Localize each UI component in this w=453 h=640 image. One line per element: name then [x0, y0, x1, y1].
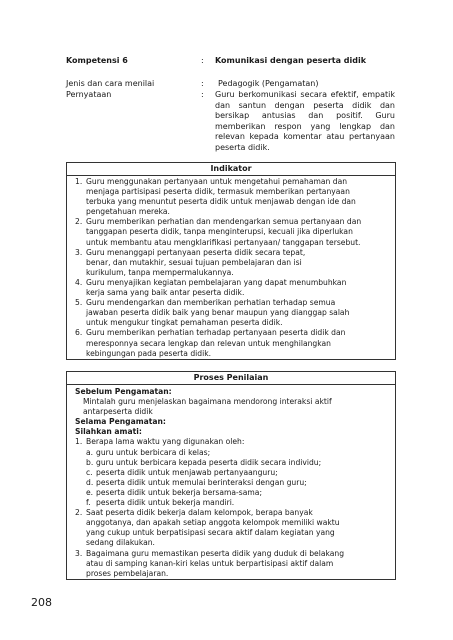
indikator-number: 3. [75, 247, 83, 257]
question-number: 1. [75, 437, 83, 447]
pernyataan-colon: : [201, 90, 204, 99]
question-number: 3. [75, 548, 83, 558]
sub-item [75, 498, 389, 508]
sebelum-line: antarpeserta didik [83, 407, 153, 417]
indikator-number: 1. [75, 177, 83, 186]
indikator-item [67, 177, 395, 217]
pernyataan-label: Pernyataan [66, 90, 112, 99]
indikator-number: 2. [75, 217, 83, 227]
question-line: anggotanya, dan apakah setiap anggota kelompok memiliki waktu [86, 518, 340, 528]
indikator-line: Guru memberikan perhatian terhadap pertanyaan peserta didik dan [86, 328, 346, 338]
indikator-title: Indikator [67, 163, 395, 176]
indikator-line: jawaban peserta didik baik yang benar maupun yang dianggap salah [86, 308, 350, 318]
silahkan-label: Silahkan amati: [75, 427, 142, 437]
pernyataan-line: Guru berkomunikasi secara efektif, empatik [215, 90, 395, 99]
question-line: yang cukup untuk berpatisipasi secara aktif dalam kegiatan yang [86, 528, 335, 538]
kompetensi-value: Komunikasi dengan peserta didik [215, 56, 367, 65]
question-line: Saat peserta didik bekerja dalam kelompok, berapa banyak [86, 508, 313, 518]
pernyataan-line: peserta didik. [215, 142, 270, 152]
indikator-line: Guru menanggapi pertanyaan peserta didik secara tepat, [86, 247, 306, 257]
sub-letter: f. [86, 498, 91, 508]
selama-label: Selama Pengamatan: [75, 417, 166, 427]
sub-text: peserta didik untuk bekerja mandiri. [96, 498, 235, 508]
indikator-number: 5. [75, 298, 83, 308]
indikator-line: kebingungan pada peserta didik. [86, 348, 212, 358]
indikator-number: 6. [75, 328, 83, 338]
indikator-item [67, 298, 395, 328]
question-number: 2. [75, 508, 83, 518]
proses-body [67, 385, 395, 579]
sub-letter: b. [86, 457, 94, 467]
proses-box [66, 371, 396, 580]
question-item [75, 549, 389, 579]
question-text: Berapa lama waktu yang digunakan oleh: [86, 437, 245, 447]
pernyataan-line: relevan kepada komentar atau pertanyaan [215, 132, 395, 141]
question-item [75, 508, 389, 548]
indikator-item [67, 328, 395, 358]
kompetensi-colon: : [201, 56, 204, 65]
sub-letter: a. [86, 447, 94, 457]
indikator-line: terbuka yang menuntut peserta didik untuk menjawab dengan ide dan [86, 197, 356, 207]
sub-text: guru untuk berbicara di kelas; [96, 447, 211, 457]
sub-item [75, 448, 389, 458]
sub-item [75, 478, 389, 488]
indikator-item [67, 248, 395, 278]
sub-text: guru untuk berbicara kepada peserta didik secara individu; [96, 457, 322, 467]
sebelum-line: Mintalah guru menjelaskan bagaimana mendorong interaksi aktif [83, 397, 332, 407]
pernyataan-line: memberikan respon yang lengkap dan [215, 121, 395, 131]
indikator-line: Guru memberikan perhatian dan mendengarkan semua pertanyaan dan [86, 217, 362, 227]
indikator-line: tanggapan peserta didik, tanpa menginterupsi, kecuali jika diperlukan [86, 227, 353, 237]
indikator-line: untuk mengukur tingkat pemahaman peserta didik. [86, 318, 283, 328]
sebelum-label: Sebelum Pengamatan: [75, 387, 172, 396]
jenis-label: Jenis dan cara menilai [66, 79, 155, 88]
indikator-line: untuk membantu atau mengklarifikasi pertanyaan/ tanggapan tersebut. [86, 237, 361, 247]
question-line: sedang dilakukan. [86, 538, 155, 548]
sub-letter: c. [86, 467, 93, 477]
indikator-line: kerja sama yang baik antar peserta didik. [86, 288, 245, 298]
kompetensi-label: Kompetensi 6 [66, 56, 128, 65]
jenis-colon: : [201, 79, 204, 88]
indikator-list [67, 176, 395, 359]
indikator-item [67, 278, 395, 298]
indikator-line: Guru menggunakan pertanyaan untuk mengetahui pemahaman dan [86, 177, 348, 186]
question-line: proses pembelajaran. [86, 568, 169, 578]
indikator-line: menjaga partisipasi peserta didik, termasuk memberikan pertanyaan [86, 187, 350, 197]
indikator-item [67, 217, 395, 247]
indikator-box [66, 162, 396, 360]
question-line: Bagaimana guru memastikan peserta didik yang duduk di belakang [86, 548, 345, 558]
sub-item [75, 468, 389, 478]
sub-text: peserta didik untuk menjawab pertanyaanguru; [96, 467, 278, 477]
question-item [75, 437, 389, 447]
jenis-value: Pedagogik (Pengamatan) [218, 79, 319, 88]
sub-text: peserta didik untuk memulai berinteraksi dengan guru; [96, 477, 307, 487]
pernyataan-text [215, 90, 395, 153]
indikator-line: Guru mendengarkan dan memberikan perhatian terhadap semua [86, 298, 336, 308]
indikator-line: pengetahuan mereka. [86, 207, 170, 217]
page-number: 208 [31, 596, 52, 609]
sub-item [75, 458, 389, 468]
indikator-number: 4. [75, 277, 83, 287]
sub-item [75, 488, 389, 498]
indikator-line: Guru menyajikan kegiatan pembelajaran yang dapat menumbuhkan [86, 277, 347, 287]
indikator-line: meresponnya secara lengkap dan relevan untuk menghilangkan [86, 338, 331, 348]
pernyataan-line: dan santun dengan peserta didik dan [215, 100, 395, 110]
pernyataan-line: bersikap antusias dan positif. Guru [215, 111, 395, 120]
sub-letter: d. [86, 477, 94, 487]
sub-letter: e. [86, 487, 94, 497]
sub-text: peserta didik untuk bekerja bersama-sama; [96, 487, 263, 497]
indikator-line: benar, dan mutakhir, sesuai tujuan pembelajaran dan isi [86, 257, 302, 267]
proses-title: Proses Penilaian [67, 372, 395, 385]
indikator-line: kurikulum, tanpa mempermalukannya. [86, 267, 234, 277]
question-line: atau di samping kanan-kiri kelas untuk berpartisipasi aktif dalam [86, 558, 334, 568]
